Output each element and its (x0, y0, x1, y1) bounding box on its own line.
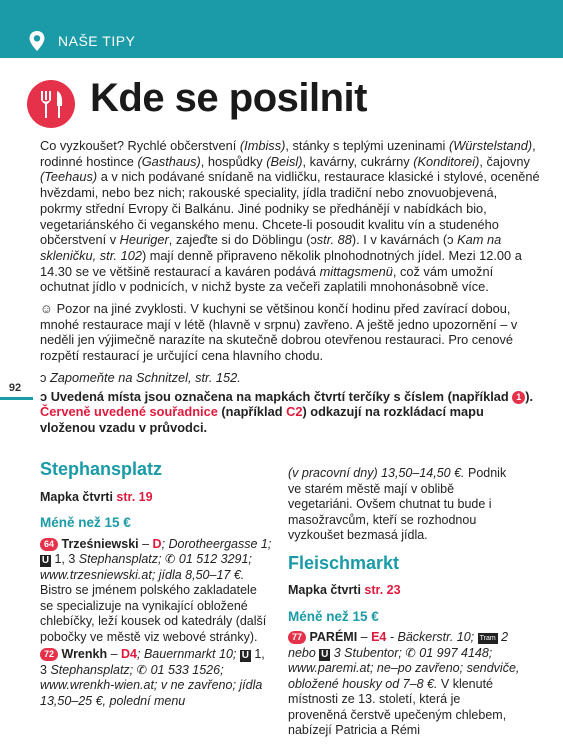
district-heading: Fleischmarkt (288, 552, 400, 573)
fork-knife-icon (27, 80, 75, 128)
page-title: Kde se posilnit (90, 76, 367, 120)
map-marker-badge: 64 (40, 538, 58, 551)
map-pin-icon (28, 30, 46, 52)
map-legend-note: ↄ Uvedená místa jsou označena na mapkách čtvrtí terčíky s číslem (například 1 ). Červeně uvedené souřadnice (například C2) odkazují na rozkládací mapu vloženou vzadu v průvodci. (40, 388, 534, 435)
section-tag: NAŠE TIPY (58, 33, 136, 49)
phone-icon: ✆ (405, 645, 420, 660)
list-item-continued: (v pracovní dny) 13,50–14,50 €. Podnik ve starém městě mají v oblibě vegetariáni. Ovšem chutnat tu bude i masožravcům, kteří se rozhodnou vyzkoušet bezmasá jídla. (288, 466, 507, 542)
intro-text (40, 138, 540, 442)
list-item: 77 PARÉMI – E4 - Bäckerstr. 10; Tram 2 nebo U 3 Stubentor; ✆ 01 997 4148; www.paremi.at; ne–po zavřeno; sendviče, obložené housky od 7–8 €. V klenuté místnosti ze 13. století, která je proveněná čerstvě upečeným chlebem, nabízejí Patricia a Rémi (288, 630, 520, 737)
map-reference: Mapka čtvrti str. 23 (288, 583, 401, 597)
metro-icon: U (41, 555, 50, 566)
list-item: 72 Wrenkh – D4; Bauernmarkt 10; U 1, 3 Stephansplatz; ✆ 01 533 1526; www.wrenkh-wien.at; v ne zavřeno; jídla 13,50–25 €, polední menu (40, 647, 265, 708)
page-number: 92 (8, 382, 22, 394)
crossref-icon: ↄ (40, 388, 51, 404)
header-bar (0, 0, 563, 58)
tram-icon: Tram (479, 635, 496, 642)
crossref-icon: ↄ (40, 369, 50, 385)
warning-paragraph: ☺ Pozor na jiné zvyklosti. V kuchyni se většinou končí hodinu před zavírací dobou, mnohé restaurace mají v létě (hlavně v srpnu) zavřeno. A ještě jedno upozornění – v neděli jen výjimečně narazíte na skutečně dobrou otevřenou restauraci. Pro cenové rozpětí restaurací je určující cena hlavního chodu. (40, 301, 518, 364)
map-marker-badge: 72 (40, 648, 58, 661)
phone-icon: ✆ (164, 552, 179, 566)
map-reference: Mapka čtvrti str. 19 (40, 489, 153, 504)
map-marker-badge: 77 (288, 631, 306, 644)
metro-icon: U (241, 650, 249, 661)
crossref-icon: ↄ (447, 232, 458, 248)
left-column (40, 459, 272, 709)
right-column (288, 466, 520, 739)
price-heading: Méně než 15 € (40, 515, 131, 530)
metro-icon: U (321, 648, 329, 660)
crossref-icon: ↄ (310, 232, 317, 248)
page-number-rule (0, 397, 33, 400)
list-item: 64 Trześniewski – D; Dorotheergasse 1; U 1, 3 Stephansplatz; ✆ 01 512 3291; www.trzesniewski.at; jídla 8,50–17 €. Bistro se jménem polského zakladatele se specializuje na vynikající obložené chlebíčky, leží kousek od katedrály (další pobočky ve městě viz webové stránky). (40, 536, 272, 644)
price-heading: Méně než 15 € (288, 608, 379, 624)
phone-icon: ✆ (136, 662, 151, 677)
district-heading: Stephansplatz (40, 459, 163, 479)
intro-paragraph: Co vyzkoušet? Rychlé občerstvení (Imbiss), stánky s teplými uzeninami (Würstelstand), rodinné hostince (Gasthaus), hospůdky (Beisl), kavárny, cukrárny (Konditorei), čajovny (Teehaus) a v nich podávané snídaně na vidličku, restaurace klasické i stylové, oceněné hvězdami, nebo bez nich; rakouské speciality, jídla tradiční nebo znovuobjevená, pokrmy střední Evropy či Balkánu. Jiné podniky se předhánějí v nabídkách bio, vegetariánského či veganského menu. Chcete-li posoudit kvalitu vín a studeného občerstvení v Heuriger, zajeďte si do Döblingu (ↄstr. 88). I v kavárnách (ↄ Kam na skleničku, str. 102) mají denně připraveno několik plnohodnotných jídel. Mezi 12.00 a 14.30 se ve většině restaurací a kaváren podává mittagsmenü, což vám umožní ochutnat jídlo v podnicích, v nichž byste za večeři zaplatili mnohonásobně více. (40, 138, 540, 295)
smiley-icon: ☺ (40, 301, 54, 317)
crossref-note: ↄ Zapomeňte na Schnitzel, str. 152. (40, 369, 241, 385)
